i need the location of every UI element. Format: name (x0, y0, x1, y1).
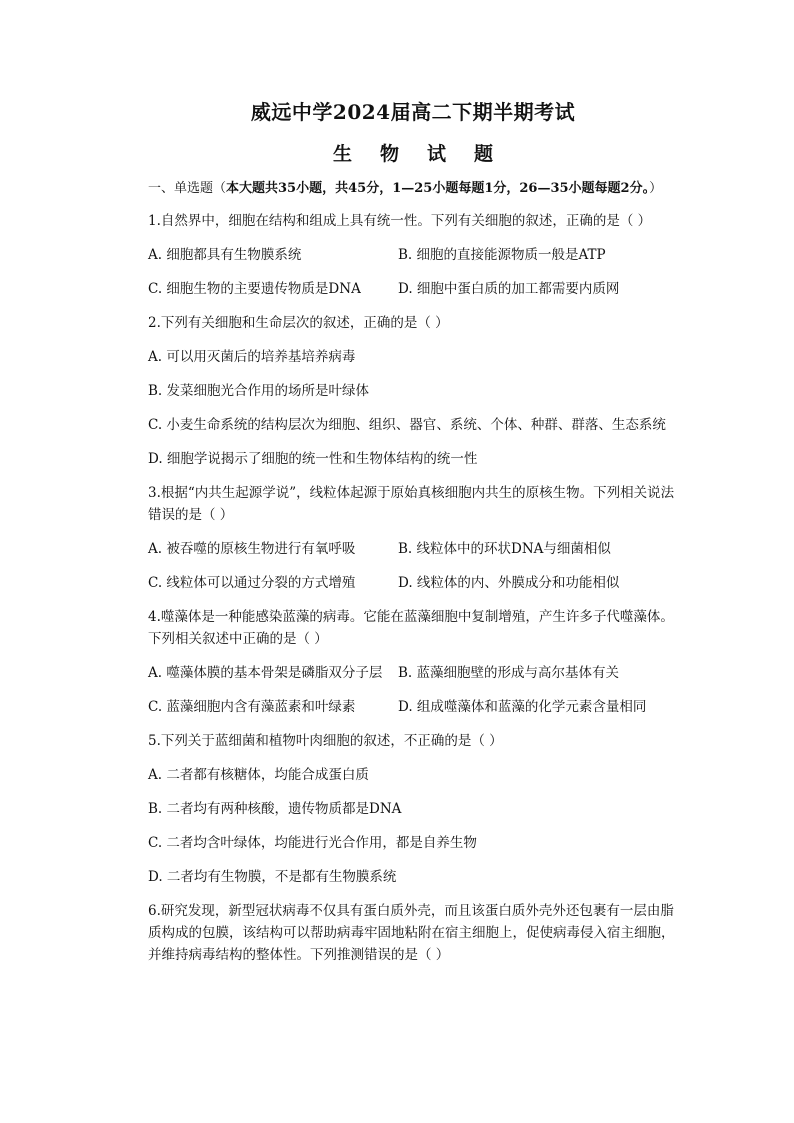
exam-subtitle (148, 139, 678, 166)
option-a: A. 细胞都具有生物膜系统 (148, 247, 302, 263)
option-d: D. 细胞中蛋白质的加工都需要内质网 (398, 281, 620, 297)
section-heading (148, 178, 678, 200)
option-b: B. 蓝藻细胞壁的形成与高尔基体有关 (398, 665, 620, 681)
option-d: D. 细胞学说揭示了细胞的统一性和生物体结构的统一性 (148, 451, 478, 467)
question-5-stem: 5.下列关于蓝细菌和植物叶肉细胞的叙述，不正确的是（ ） (148, 733, 503, 749)
option-a: A. 可以用灭菌后的培养基培养病毒 (148, 349, 356, 365)
question-1-options-row-1 (148, 244, 678, 266)
subtitle-char: 题 (474, 143, 494, 165)
question-6-stem: 6.研究发现，新型冠状病毒不仅具有蛋白质外壳，而且该蛋白质外壳外还包裹有一层由脂质构成的包膜，该结构可以帮助病毒牢固地粘附在宿主细胞上，促使病毒侵入宿主细胞，并维持病毒结构的整体性。下列推测错误的是（ ） (148, 903, 675, 963)
option-a: A. 噬藻体膜的基本骨架是磷脂双分子层 (148, 665, 383, 681)
option-c: C. 蓝藻细胞内含有藻蓝素和叶绿素 (148, 699, 356, 715)
question-1-stem: 1.自然界中，细胞在结构和组成上具有统一性。下列有关细胞的叙述，正确的是（ ） (148, 213, 652, 229)
question-3-stem: 3.根据“内共生起源学说”，线粒体起源于原始真核细胞内共生的原核生物。下列相关说法错误的是（ ） (148, 485, 675, 523)
option-d: D. 二者均有生物膜，不是都有生物膜系统 (148, 869, 397, 885)
option-c: C. 小麦生命系统的结构层次为细胞、组织、器官、系统、个体、种群、群落、生态系统 (148, 417, 666, 433)
option-b: B. 线粒体中的环状DNA与细菌相似 (398, 541, 611, 557)
subtitle-char: 物 (379, 143, 399, 165)
option-b: B. 发菜细胞光合作用的场所是叶绿体 (148, 383, 370, 399)
subtitle-char: 试 (427, 143, 447, 165)
option-a: A. 被吞噬的原核生物进行有氧呼吸 (148, 541, 356, 557)
question-4-options-row-1 (148, 662, 678, 684)
question-3-options-row-2 (148, 572, 678, 594)
option-c: C. 线粒体可以通过分裂的方式增殖 (148, 575, 356, 591)
section-tail: ） (649, 181, 663, 196)
question-2-stem: 2.下列有关细胞和生命层次的叙述，正确的是（ ） (148, 315, 449, 331)
question-4-stem: 4.噬藻体是一种能感染蓝藻的病毒。它能在蓝藻细胞中复制增殖，产生许多子代噬藻体。下列相关叙述中正确的是（ ） (148, 609, 674, 647)
subtitle-char: 生 (332, 143, 352, 165)
option-b: B. 二者均有两种核酸，遗传物质都是DNA (148, 801, 402, 817)
question-4-options-row-2 (148, 696, 678, 718)
question-3-options-row-1 (148, 538, 678, 560)
section-note: 本大题共35小题，共45分，1—25小题每题1分，26—35小题每题2分。 (226, 181, 650, 196)
exam-title: 威远中学2024届高二下期半期考试 (250, 100, 576, 124)
option-c: C. 二者均含叶绿体，均能进行光合作用，都是自养生物 (148, 835, 477, 851)
option-c: C. 细胞生物的主要遗传物质是DNA (148, 281, 361, 297)
option-a: A. 二者都有核糖体，均能合成蛋白质 (148, 767, 369, 783)
section-lead: 一、单选题（ (148, 181, 227, 196)
option-d: D. 线粒体的内、外膜成分和功能相似 (398, 575, 620, 591)
option-b: B. 细胞的直接能源物质一般是ATP (398, 247, 606, 263)
option-d: D. 组成噬藻体和蓝藻的化学元素含量相同 (398, 699, 647, 715)
question-1-options-row-2 (148, 278, 678, 300)
